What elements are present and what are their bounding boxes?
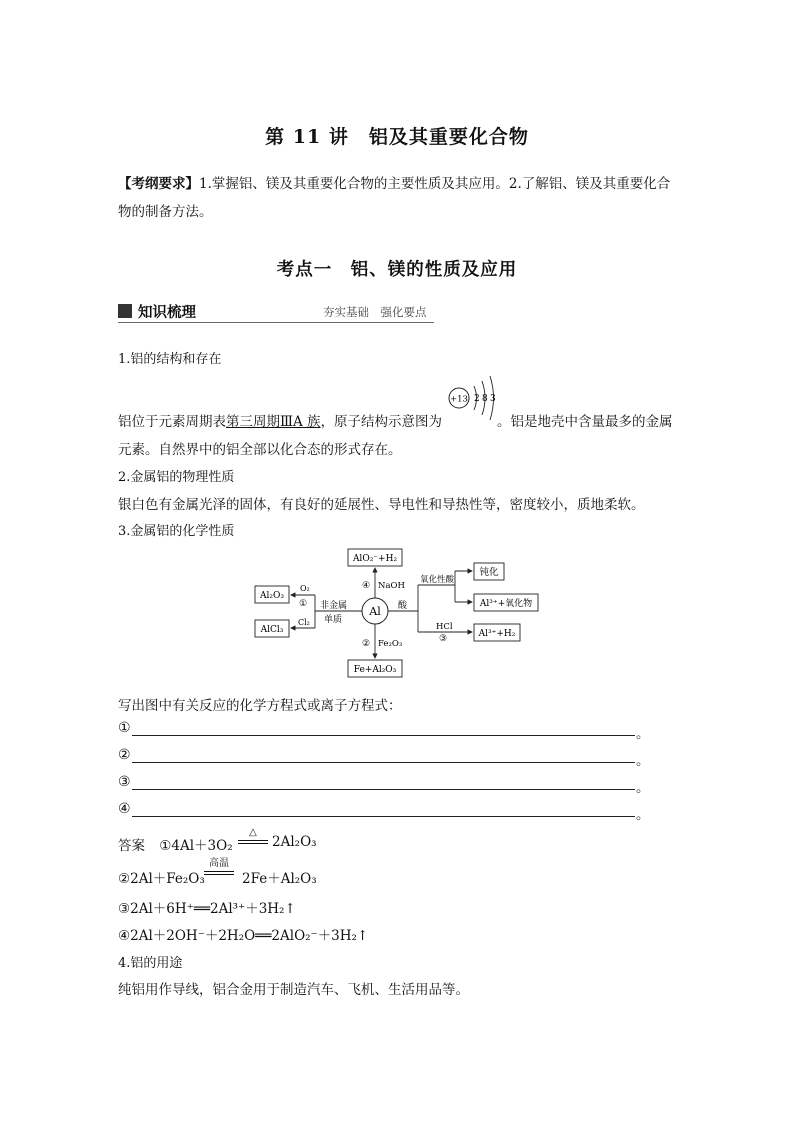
knowledge-bar [118,301,434,323]
knowledge-title: 知识梳理 [138,305,196,321]
answer-2-left: ②2Al＋Fe₂O₃ [118,871,205,887]
al-label: Al [369,605,381,618]
blank-num-2: ② [118,747,131,763]
left-o2: O₂ [300,584,310,593]
answer-3: ③2Al＋6H⁺══2Al³⁺＋3H₂↑ [118,901,296,917]
atom-structure-diagram [446,372,496,424]
left-cl2: Cl₂ [298,618,310,627]
requirements-label: 【考纲要求】 [118,176,199,192]
reaction-diagram [250,545,550,680]
answer-1-right: 2Al₂O₃ [272,834,317,850]
top-num: ④ [362,581,371,591]
requirements-text-1: 1.掌握铝、镁及其重要化合物的主要性质及其应用。2.了解铝、镁及其重要化合 [199,176,671,192]
top-reagent: NaOH [378,581,405,591]
bottom-box-label: Fe+Al₂O₃ [353,665,397,675]
answer-2-condition-label: 高温 [209,858,229,869]
blank-period-2: 。 [636,753,650,769]
right-box-3-label: Al³⁺+H₂ [478,629,516,639]
right-num: ③ [439,634,448,644]
part2-heading: 2.金属铝的物理性质 [118,470,235,485]
part3-prompt: 写出图中有关反应的化学方程式或离子方程式： [118,698,402,714]
part1-heading: 1.铝的结构和存在 [118,352,222,367]
shell-electrons-2: 8 [482,394,488,404]
part2-text: 银白色有金属光泽的固体，有良好的延展性、导电性和导热性等，密度较小，质地柔软。 [118,497,645,513]
answer-1 [118,834,233,854]
left-branch-label-2: 单质 [324,615,343,625]
right-box-1-label: 钝化 [479,567,499,578]
blank-num-3: ③ [118,774,131,790]
blank-num-4: ④ [118,801,131,817]
answer-2-condition [204,859,234,875]
requirements-line-1 [118,172,670,192]
blank-period-3: 。 [636,780,650,796]
shell-electrons-1: 2 [474,394,480,404]
part4-text: 纯铝用作导线，铝合金用于制造汽车、飞机、生活用品等。 [118,982,469,998]
part1-text-d: 元素。自然界中的铝全部以化合态的形式存在。 [118,442,402,458]
left-top-box-label: Al₂O₃ [260,591,284,601]
answer-1-condition [238,828,268,844]
blank-period-4: 。 [636,807,650,823]
right-box-2-label: Al³⁺+氧化物 [479,599,533,609]
left-branch-label-1: 非金属 [320,601,348,611]
blank-line-1 [132,735,635,736]
left-num: ① [299,599,308,609]
bottom-reagent: Fe₂O₃ [378,639,403,649]
double-line [204,871,234,875]
blank-line-3 [132,789,635,790]
page-title: 第 11 讲 铝及其重要化合物 [265,126,529,148]
answer-2-right: 2Fe＋Al₂O₃ [242,871,317,887]
square-icon [118,304,132,318]
part3-heading: 3.金属铝的化学性质 [118,524,235,539]
answer-1-condition-label: △ [249,827,257,838]
blank-line-2 [132,762,635,763]
requirements-line-2: 物的制备方法。 [118,204,213,220]
blank-period-1: 。 [636,726,650,742]
divider [118,322,434,323]
part1-text-line-1 [118,410,442,430]
bottom-num: ② [362,639,371,649]
blank-num-1: ① [118,720,131,736]
right-acid: 酸 [398,601,408,611]
shell-electrons-3: 3 [490,394,496,404]
section-title: 考点一 铝、镁的性质及应用 [276,260,518,280]
knowledge-subtitle: 夯实基础 强化要点 [323,305,427,319]
answer-1-left: ①4Al＋3O₂ [159,838,233,854]
part1-text-c: 。铝是地壳中含量最多的金属 [497,414,673,430]
top-box-label: AlO₂⁻+H₂ [352,554,398,564]
part1-text-underlined: 第三周期ⅢA 族 [226,414,321,430]
part4-heading: 4.铝的用途 [118,956,183,971]
left-bottom-box-label: AlCl₃ [260,625,284,635]
part1-text-a: 铝位于元素周期表 [118,414,226,430]
blank-line-4 [132,816,635,817]
right-oxidizing: 氧化性酸 [420,575,455,585]
double-line [238,840,268,844]
nucleus-label: +13 [450,394,468,405]
answer-label: 答案 [118,838,145,854]
part1-text-b: ，原子结构示意图为 [320,414,443,430]
answer-4: ④2Al＋2OH⁻＋2H₂O══2AlO₂⁻＋3H₂↑ [118,928,369,944]
right-hcl: HCl [436,622,453,632]
